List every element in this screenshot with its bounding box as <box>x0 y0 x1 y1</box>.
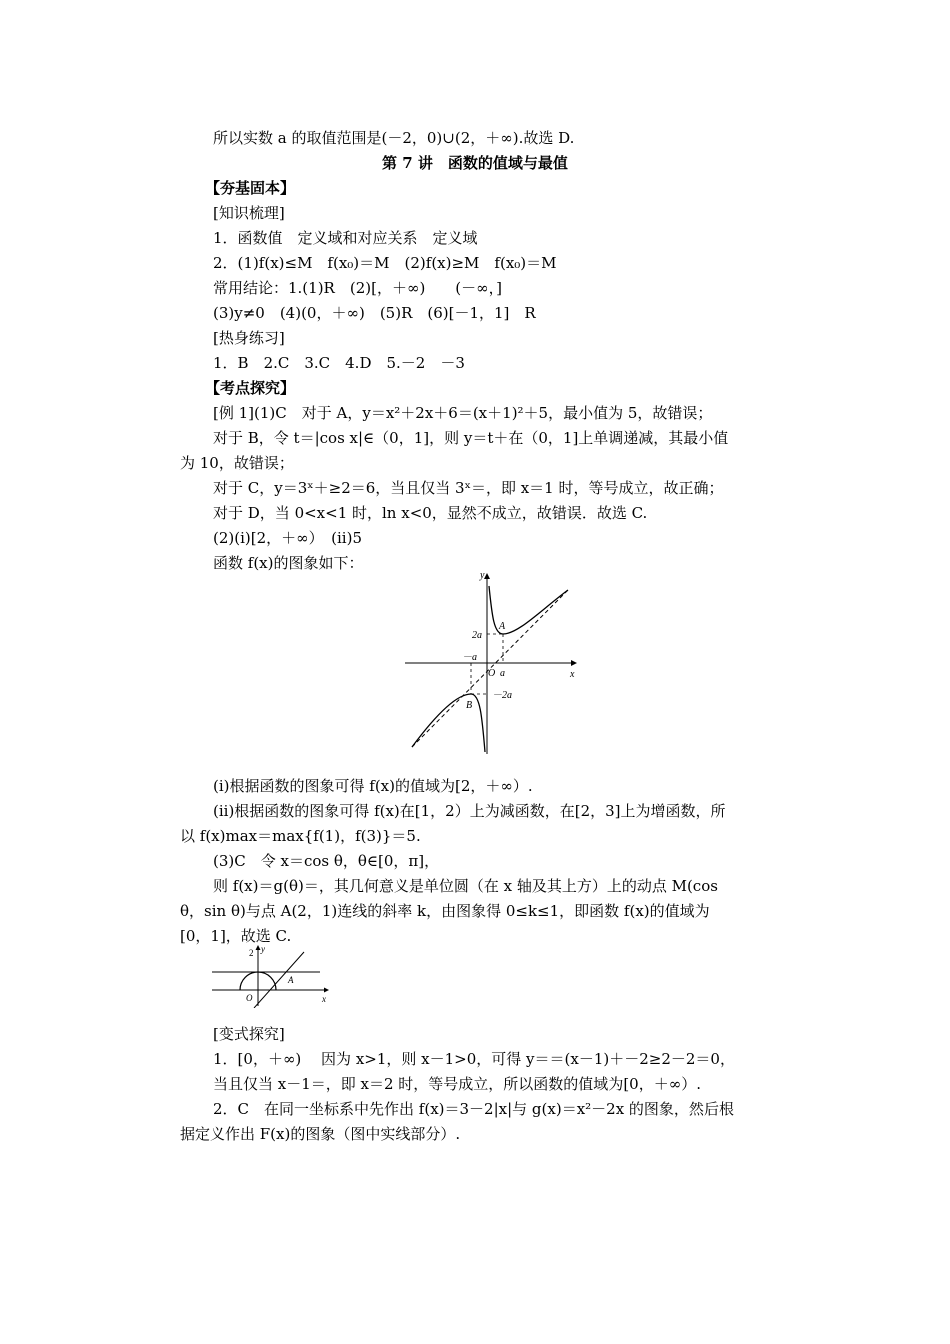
subsection-heading: [变式探究] <box>213 1025 285 1043</box>
slope-line <box>254 952 304 1008</box>
text-line: (3)y≠0 (4)(0，＋∞) (5)R (6)[－1，1] R <box>213 304 536 322</box>
y-axis-label: y <box>261 944 265 954</box>
label-2a: 2a <box>472 630 482 641</box>
lecture-title: 第 7 讲 函数的值域与最值 <box>382 154 568 172</box>
text-line: 据定义作出 F(x)的图象（图中实线部分）. <box>180 1125 461 1143</box>
label-neg-a: －a <box>462 652 477 663</box>
text-line: (i)根据函数的图象可得 f(x)的值域为[2，＋∞）. <box>213 777 533 795</box>
text-line: 对于 C，y＝3ˣ＋≥2＝6，当且仅当 3ˣ＝，即 x＝1 时，等号成立，故正确； <box>213 479 724 497</box>
text-line: 为 10，故错误； <box>180 454 294 472</box>
text-line: 所以实数 a 的取值范围是(－2，0)∪(2，＋∞).故选 D. <box>213 129 575 147</box>
text-line: (3)C 令 x＝cos θ，θ∈[0，π]， <box>213 852 440 870</box>
text-line: 2．C 在同一坐标系中先作出 f(x)＝3－2|x|与 g(x)＝x²－2x 的图象，然后根 <box>213 1100 734 1118</box>
text-line: [0，1]，故选 C. <box>180 927 292 945</box>
point-B-label: B <box>466 700 473 711</box>
text-line: 1．函数值 定义域和对应关系 定义域 <box>213 229 478 247</box>
text-line: 当且仅当 x－1＝，即 x＝2 时，等号成立，所以函数的值域为[0，＋∞）. <box>213 1075 701 1093</box>
text-line: 则 f(x)＝g(θ)＝，其几何意义是单位圆（在 x 轴及其上方）上的动点 M(cos <box>213 877 718 895</box>
text-line: 1．B 2.C 3.C 4.D 5.－2 －3 <box>213 354 465 372</box>
lower-branch-curve <box>412 694 485 752</box>
label-a: a <box>500 668 505 679</box>
x-axis-label: x <box>570 669 575 680</box>
point-A-label: A <box>288 975 294 985</box>
label-2: 2 <box>249 948 254 958</box>
section-heading: 【夯基固本】 <box>205 179 296 197</box>
text-line: 以 f(x)max＝max{f(1)，f(3)}＝5. <box>180 827 421 845</box>
text-line: 2．(1)f(x)≤M f(x₀)＝M (2)f(x)≥M f(x₀)＝M <box>213 254 557 272</box>
y-axis-label: y <box>480 570 485 581</box>
text-line: 1．[0，＋∞) 因为 x>1，则 x－1>0，可得 y＝＝(x－1)＋－2≥2－2＝0， <box>213 1050 735 1068</box>
x-axis-label: x <box>322 994 326 1004</box>
function-graph-figure <box>400 566 585 756</box>
point-A-label: A <box>499 621 506 632</box>
origin-label: O <box>246 993 253 1003</box>
unit-circle-figure <box>208 942 333 1008</box>
text-line: 对于 D，当 0<x<1 时，ln x<0，显然不成立，故错误．故选 C. <box>213 504 648 522</box>
text-line: (2)(i)[2，＋∞） (ii)5 <box>213 529 362 547</box>
text-line: θ，sin θ)与点 A(2，1)连线的斜率 k，由图象得 0≤k≤1，即函数 f(x)的值域为 <box>180 902 710 920</box>
text-line: (ii)根据函数的图象可得 f(x)在[1，2）上为减函数，在[2，3]上为增函数，所 <box>213 802 726 820</box>
subsection-heading: [知识梳理] <box>213 204 285 222</box>
subsection-heading: [热身练习] <box>213 329 285 347</box>
text-line: 对于 B，令 t＝|cos x|∈（0，1]，则 y＝t＋在（0，1]上单调递减，其最小值 <box>213 429 729 447</box>
text-line: 函数 f(x)的图象如下： <box>213 554 364 572</box>
label-neg-2a: －2a <box>492 690 512 701</box>
origin-label: O <box>488 668 496 679</box>
text-line: 常用结论：1.(1)R (2)[，＋∞) (－∞，] <box>213 279 503 297</box>
section-heading: 【考点探究】 <box>205 379 296 397</box>
text-line: [例 1](1)C 对于 A，y＝x²＋2x＋6＝(x＋1)²＋5，最小值为 5，故错误； <box>213 404 713 422</box>
